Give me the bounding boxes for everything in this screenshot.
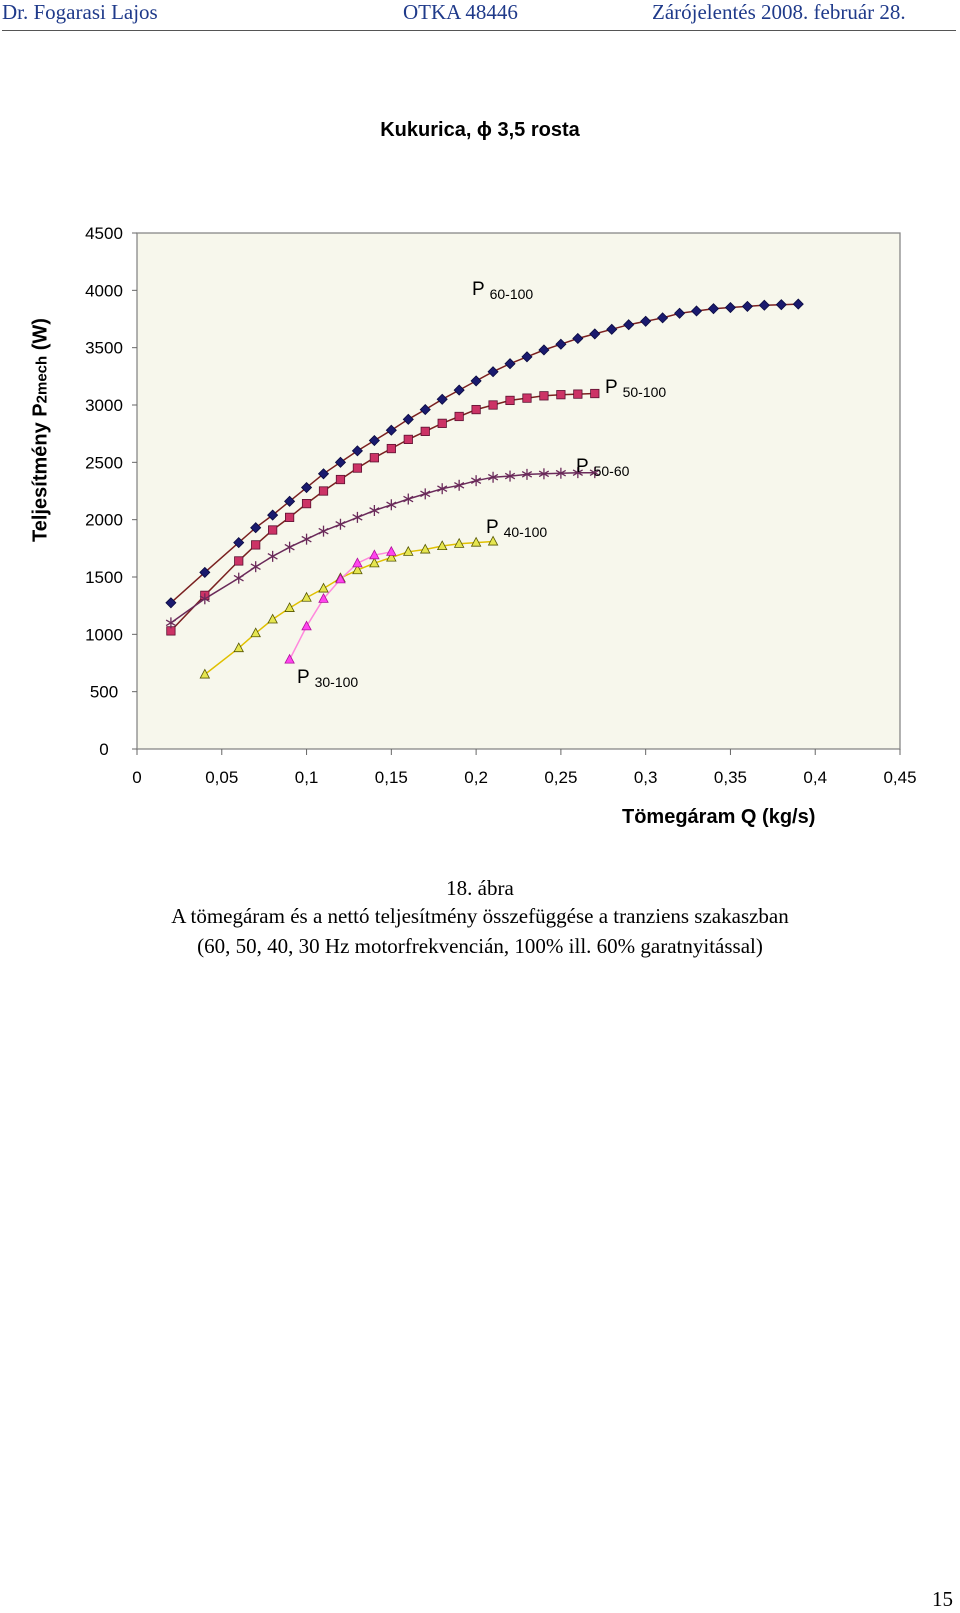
data-point-p-50-100 xyxy=(235,557,243,565)
data-point-p-50-100 xyxy=(438,419,446,427)
header-project: OTKA 48446 xyxy=(403,0,518,24)
y-tick-label: 4000 xyxy=(85,281,123,301)
data-point-p-50-100 xyxy=(540,392,548,400)
y-tick-label: 500 xyxy=(89,682,119,702)
data-point-p-50-100 xyxy=(353,464,361,472)
data-point-p-50-100 xyxy=(251,541,259,549)
x-tick-label: 0,35 xyxy=(713,768,747,787)
data-point-p-50-100 xyxy=(319,487,327,495)
y-tick-label: 4500 xyxy=(85,224,123,243)
data-point-p-50-100 xyxy=(404,435,412,443)
caption-line-1: A tömegáram és a nettó teljesítmény összefüggése a tranziens szakaszban xyxy=(171,904,789,928)
y-axis-label-sub: 2mech xyxy=(33,355,51,404)
data-point-p-50-100 xyxy=(285,513,293,521)
data-point-p-50-100 xyxy=(387,444,395,452)
y-tick-label: 2000 xyxy=(85,510,123,530)
series-label-main: P xyxy=(605,377,623,398)
x-tick-label: 0,25 xyxy=(544,768,578,787)
data-point-p-50-100 xyxy=(370,454,378,462)
x-tick-label: 0,1 xyxy=(294,768,319,787)
x-tick-label: 0,45 xyxy=(883,768,917,787)
header-author: Dr. Fogarasi Lajos xyxy=(2,0,158,24)
series-label-main: P xyxy=(297,667,315,688)
series-label-sub: 50-60 xyxy=(593,463,630,479)
y-tick-label: 3000 xyxy=(85,396,123,415)
x-tick-label: 0,15 xyxy=(374,768,408,787)
y-tick-label: 3500 xyxy=(85,338,123,358)
data-point-p-50-100 xyxy=(302,499,310,507)
y-axis-label-unit: (W) xyxy=(29,318,52,351)
figure-number: 18. ábra xyxy=(446,876,514,900)
plot-area xyxy=(137,233,900,749)
x-tick-label: 0,05 xyxy=(205,768,239,787)
data-point-p-50-100 xyxy=(574,390,582,398)
x-tick-label: 0,2 xyxy=(464,768,488,787)
header-report-date: Zárójelentés 2008. február 28. xyxy=(652,0,906,24)
y-tick-label: 1000 xyxy=(85,625,123,645)
series-label-sub: 60-100 xyxy=(489,286,534,302)
y-tick-label: 1500 xyxy=(85,568,123,587)
series-label-sub: 50-100 xyxy=(622,384,667,400)
data-point-p-50-100 xyxy=(591,389,599,397)
data-point-p-50-100 xyxy=(336,475,344,483)
data-point-p-50-100 xyxy=(557,390,565,398)
y-tick-label: 2500 xyxy=(85,453,123,473)
y-tick-label: 0 xyxy=(99,740,109,759)
data-point-p-50-100 xyxy=(523,394,531,402)
x-tick-label: 0,4 xyxy=(803,768,828,787)
x-tick-label: 0,3 xyxy=(633,768,658,787)
x-tick-label: 0 xyxy=(132,768,142,787)
data-point-p-50-100 xyxy=(506,396,514,404)
data-point-p-50-100 xyxy=(268,526,276,534)
caption-line-2: (60, 50, 40, 30 Hz motorfrekvencián, 100% ill. 60% garatnyitással) xyxy=(197,934,763,958)
series-label-sub: 40-100 xyxy=(503,524,548,540)
series-label-main: P xyxy=(576,456,594,477)
data-point-p-50-100 xyxy=(455,412,463,420)
series-label-main: P xyxy=(472,279,490,300)
page-number: 15 xyxy=(932,1587,953,1611)
series-label-main: P xyxy=(486,517,504,538)
y-axis-label-main: Teljesítmény P xyxy=(29,403,52,542)
chart-title: Kukurica, ϕ 3,5 rosta xyxy=(380,119,580,141)
data-point-p-50-100 xyxy=(489,401,497,409)
x-axis-label: Tömegáram Q (kg/s) xyxy=(622,806,816,828)
data-point-p-50-100 xyxy=(421,427,429,435)
data-point-p-50-100 xyxy=(472,405,480,413)
series-label-sub: 30-100 xyxy=(314,674,359,690)
